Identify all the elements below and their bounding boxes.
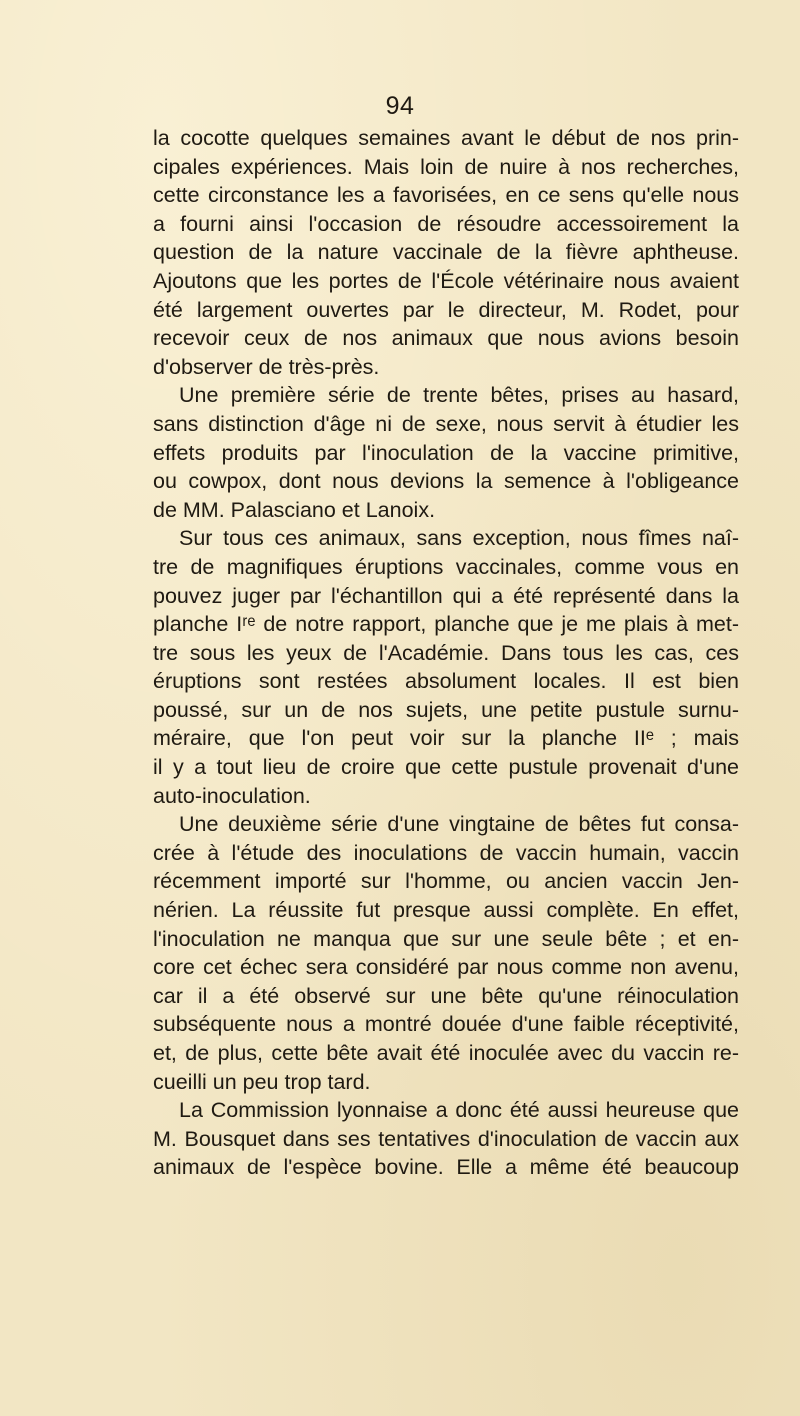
text-line: question de la nature vaccinale de la fièvre aphtheuse. [153,240,739,265]
text-line: a fourni ainsi l'occasion de résoudre accessoirement la [153,211,739,236]
text-line: core cet échec sera considéré par nous comme non avenu, [153,955,739,980]
text-line: la cocotte quelques semaines avant le début de nos prin- [153,126,739,150]
text-line: effets produits par l'inoculation de la vaccine primitive, [153,440,739,465]
text-line: Sur tous ces animaux, sans exception, nous fîmes naî- [179,526,739,551]
text-body [153,124,739,1182]
text-line: auto-inoculation. [153,783,311,808]
text-line: de MM. Palasciano et Lanoix. [153,497,436,522]
text-line: d'observer de très-près. [153,354,380,379]
text-line: crée à l'étude des inoculations de vaccin humain, vaccin [153,840,739,865]
text-line: tre de magnifiques éruptions vaccinales, comme vous en [153,554,739,579]
text-line: l'inoculation ne manqua que sur une seule bête ; et en- [153,926,739,951]
text-line: cette circonstance les a favorisées, en ce sens qu'elle nous [153,183,739,208]
text-line: subséquente nous a montré douée d'une faible réceptivité, [153,1012,739,1037]
text-line: La Commission lyonnaise a donc été aussi heureuse que [179,1098,739,1123]
text-line: pouvez juger par l'échantillon qui a été représenté dans la [153,583,739,608]
text-line: cipales expériences. Mais loin de nuire à nos recherches, [153,154,739,179]
text-line: cueilli un peu trop tard. [153,1069,371,1094]
text-line: nérien. La réussite fut presque aussi complète. En effet, [153,898,739,923]
text-line: Ajoutons que les portes de l'École vétérinaire nous avaient [153,268,739,293]
text-line: sans distinction d'âge ni de sexe, nous servit à étudier les [153,411,739,436]
text-line: animaux de l'espèce bovine. Elle a même été beaucoup [153,1155,739,1180]
page-number: 94 [385,92,415,120]
text-line: récemment importé sur l'homme, ou ancien vaccin Jen- [153,869,739,894]
text-line: M. Bousquet dans ses tentatives d'inoculation de vaccin aux [153,1126,739,1151]
text-line: Une deuxième série d'une vingtaine de bêtes fut consa- [179,812,739,837]
text-line: car il a été observé sur une bête qu'une réinoculation [153,983,739,1008]
text-line: et, de plus, cette bête avait été inoculée avec du vaccin re- [153,1041,739,1065]
text-line: ou cowpox, dont nous devions la semence à l'obligeance [153,469,739,494]
text-line: planche Iʳᵉ de notre rapport, planche que je me plais à met- [153,612,739,637]
text-line: il y a tout lieu de croire que cette pustule provenait d'une [153,755,739,780]
text-line: poussé, sur un de nos sujets, une petite pustule surnu- [153,697,739,722]
text-line: été largement ouvertes par le directeur, M. Rodet, pour [153,297,739,322]
text-line: recevoir ceux de nos animaux que nous avions besoin [153,326,739,351]
text-line: Une première série de trente bêtes, prises au hasard, [179,383,739,408]
text-line: éruptions sont restées absolument locales. Il est bien [153,669,739,694]
text-line: méraire, que l'on peut voir sur la planche IIᵉ ; mais [153,726,739,751]
text-line: tre sous les yeux de l'Académie. Dans tous les cas, ces [153,640,739,665]
